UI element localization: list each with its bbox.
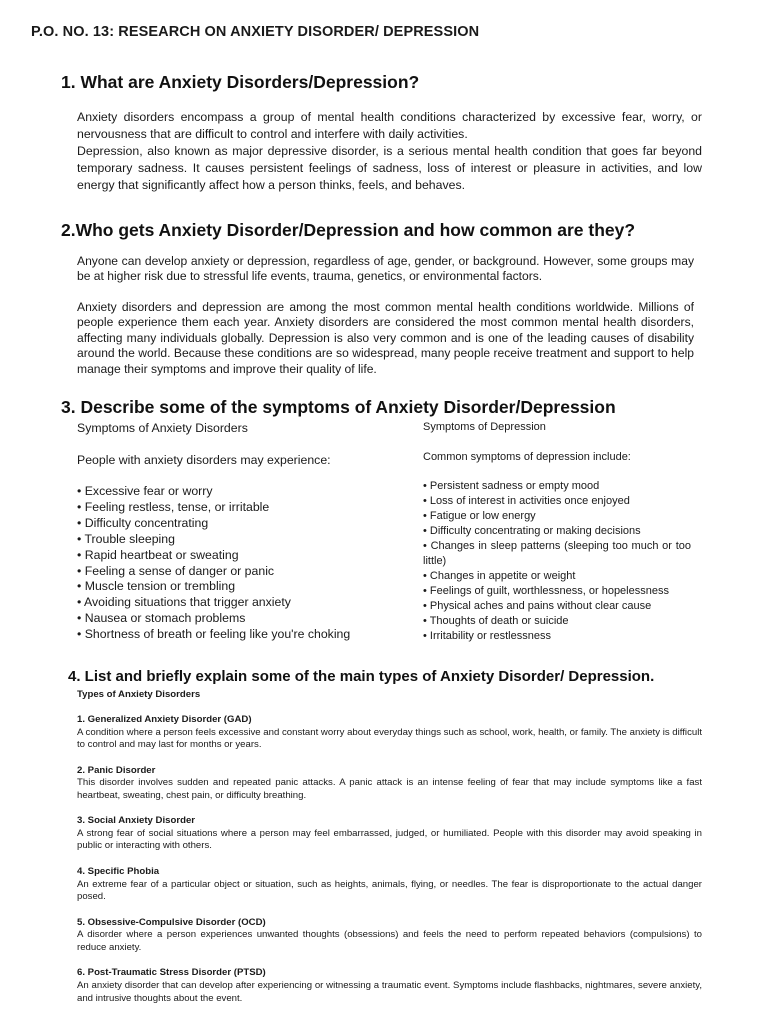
list-item: • Feeling a sense of danger or panic (77, 563, 275, 578)
section-4-heading: 4. List and briefly explain some of the main types of Anxiety Disorder/ Depression. (68, 668, 655, 685)
list-item: • Changes in sleep patterns (sleeping too much or too little) (423, 540, 691, 567)
type-description: A strong fear of social situations where a person may feel embarrassed, judged, or humiliated. People with this disorder may avoid speaking in public or interacting with others. (77, 827, 702, 852)
type-name: 4. Specific Phobia (77, 866, 160, 878)
type-description: An extreme fear of a particular object or situation, such as heights, animals, flying, or needles. The fear is disproportionate to the actual danger posed. (77, 878, 702, 903)
depression-symptoms-column (423, 420, 691, 644)
list-item: • Feelings of guilt, worthlessness, or hopelessness (423, 585, 669, 597)
type-specific-phobia (77, 866, 702, 904)
type-name: 6. Post-Traumatic Stress Disorder (PTSD) (77, 967, 266, 979)
list-item: • Muscle tension or trembling (77, 579, 236, 594)
list-item: • Feeling restless, tense, or irritable (77, 499, 270, 514)
anxiety-symptoms-intro: People with anxiety disorders may experience: (77, 453, 331, 467)
type-description: A condition where a person feels excessive and constant worry about everyday things such as school, work, health, or family. The anxiety is difficult to control and may last for months or years. (77, 726, 702, 751)
list-item: • Persistent sadness or empty mood (423, 480, 600, 492)
type-panic (77, 765, 702, 803)
type-description: A disorder where a person experiences unwanted thoughts (obsessions) and feels the need to perform repeated behaviors (compulsions) to reduce anxiety. (77, 929, 702, 953)
depression-definition-paragraph: Depression, also known as major depressive disorder, is a serious mental health condition that goes far beyond temporary sadness. It causes persistent feelings of sadness, loss of interest or pleasure in activities, and low energy that significantly affect how a person thinks, feels, and behaves. (77, 144, 702, 192)
type-ptsd (77, 967, 702, 1005)
list-item: • Irritability or restlessness (423, 630, 551, 642)
types-heading: Types of Anxiety Disorders (77, 689, 201, 700)
section-2-heading: 2.Who gets Anxiety Disorder/Depression and how common are they? (61, 220, 636, 240)
type-description: This disorder involves sudden and repeated panic attacks. A panic attack is an intense feeling of fear that may include symptoms like a fast heartbeat, sweating, chest pain, or difficulty breathing. (77, 777, 702, 801)
type-ocd (77, 917, 702, 955)
anxiety-symptoms-title: Symptoms of Anxiety Disorders (77, 421, 248, 435)
list-item: • Physical aches and pains without clear cause (423, 600, 652, 612)
type-social-anxiety (77, 815, 702, 853)
anxiety-symptoms-column (77, 420, 371, 643)
list-item: • Rapid heartbeat or sweating (77, 547, 239, 562)
section-3-heading: 3. Describe some of the symptoms of Anxiety Disorder/Depression (61, 397, 616, 417)
section-1-heading: 1. What are Anxiety Disorders/Depression? (61, 72, 420, 92)
type-name: 3. Social Anxiety Disorder (77, 815, 196, 827)
list-item: • Shortness of breath or feeling like you're choking (77, 627, 351, 642)
list-item: • Avoiding situations that trigger anxiety (77, 595, 291, 610)
who-gets-paragraph: Anyone can develop anxiety or depression, regardless of age, gender, or background. However, some groups may be at higher risk due to stressful life events, trauma, genetics, or environmental factors. (77, 254, 694, 284)
anxiety-definition-paragraph: Anxiety disorders encompass a group of mental health conditions characterized by excessive fear, worry, or nervousness that are difficult to control and interfere with daily activities. (77, 110, 702, 141)
type-gad (77, 714, 702, 752)
depression-symptoms-title: Symptoms of Depression (423, 421, 546, 433)
list-item: • Thoughts of death or suicide (423, 615, 569, 627)
type-description: An anxiety disorder that can develop after experiencing or witnessing a traumatic event. Symptoms include flashbacks, nightmares, severe anxiety, and intrusive thoughts about the event. (77, 979, 702, 1004)
document-title: P.O. NO. 13: RESEARCH ON ANXIETY DISORDER/ DEPRESSION (31, 24, 480, 40)
list-item: • Difficulty concentrating or making decisions (423, 525, 641, 537)
list-item: • Excessive fear or worry (77, 484, 213, 498)
type-name: 2. Panic Disorder (77, 764, 156, 776)
list-item: • Fatigue or low energy (423, 510, 536, 522)
list-item: • Changes in appetite or weight (423, 570, 576, 582)
list-item: • Loss of interest in activities once enjoyed (423, 495, 630, 507)
list-item: • Trouble sleeping (77, 531, 175, 546)
type-name: 5. Obsessive-Compulsive Disorder (OCD) (77, 916, 266, 928)
disorder-types-section (77, 688, 702, 1018)
list-item: • Nausea or stomach problems (77, 611, 246, 626)
list-item: • Difficulty concentrating (77, 515, 209, 530)
depression-symptoms-intro: Common symptoms of depression include: (423, 451, 631, 463)
how-common-paragraph: Anxiety disorders and depression are among the most common mental health conditions worldwide. Millions of people experience them each year. Anxiety disorders are considered the most common mental health disorders, affecting many individuals globally. Depression is also very common and is one of the leading causes of disability around the world. Because these conditions are so widespread, many people receive treatment and support to help manage their symptoms and improve their quality of life. (77, 300, 694, 376)
depression-symptoms-list (423, 479, 691, 644)
anxiety-symptoms-list (77, 484, 371, 643)
type-name: 1. Generalized Anxiety Disorder (GAD) (77, 714, 252, 725)
section-1-body (77, 109, 702, 194)
